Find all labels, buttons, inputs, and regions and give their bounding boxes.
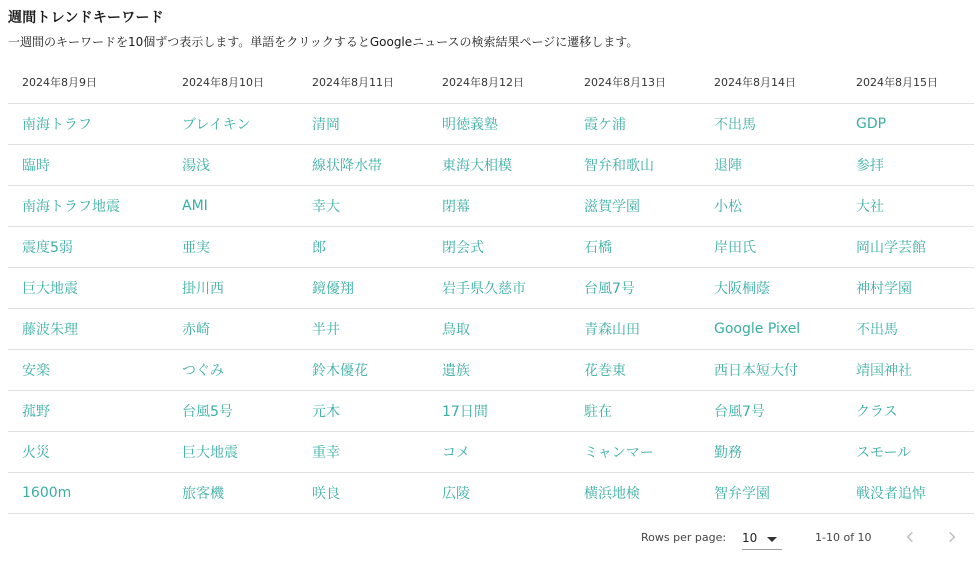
table-row (8, 349, 974, 390)
keyword-link[interactable]: 大阪桐蔭 (714, 280, 770, 297)
keyword-link[interactable]: 1600m (22, 484, 72, 501)
keyword-link[interactable]: 幸大 (312, 198, 340, 215)
table-cell (298, 103, 428, 144)
keyword-link[interactable]: 遺族 (442, 362, 470, 379)
table-cell (570, 390, 700, 431)
table-cell (168, 349, 298, 390)
table-cell (298, 349, 428, 390)
keyword-link[interactable]: 明徳義塾 (442, 116, 498, 133)
column-header-date: 2024年8月15日 (842, 62, 974, 103)
keyword-link[interactable]: 岩手県久慈市 (442, 280, 526, 297)
table-cell (842, 390, 974, 431)
table-cell (8, 308, 168, 349)
table-cell (298, 472, 428, 513)
table-cell (570, 226, 700, 267)
keyword-link[interactable]: 南海トラフ (22, 116, 92, 133)
keyword-link[interactable]: Google Pixel (714, 320, 801, 337)
table-cell (428, 103, 570, 144)
keyword-link[interactable]: 17日間 (442, 403, 488, 420)
table-cell (842, 267, 974, 308)
keyword-link[interactable]: 台風7号 (714, 403, 765, 420)
keyword-link[interactable]: ブレイキン (182, 116, 251, 133)
keyword-link[interactable]: 閉会式 (442, 239, 484, 256)
table-cell (8, 267, 168, 308)
keyword-link[interactable]: 藤波朱理 (22, 321, 78, 338)
table-pagination (0, 524, 980, 552)
column-header-date: 2024年8月13日 (570, 62, 700, 103)
table-cell (570, 267, 700, 308)
keyword-link[interactable]: 巨大地震 (22, 280, 78, 297)
table-cell (842, 226, 974, 267)
keyword-link[interactable]: 戦没者追悼 (856, 485, 926, 502)
keyword-link[interactable]: ミャンマー (584, 444, 654, 461)
table-cell (168, 226, 298, 267)
table-row (8, 390, 974, 431)
table-cell (428, 349, 570, 390)
keyword-link[interactable]: 臨時 (22, 157, 50, 174)
keyword-link[interactable]: 咲良 (312, 485, 340, 502)
previous-page-button[interactable] (899, 526, 921, 548)
keyword-link[interactable]: 掛川西 (182, 280, 224, 297)
table-cell (700, 185, 842, 226)
table-cell (298, 267, 428, 308)
keyword-link[interactable]: 南海トラフ地震 (22, 198, 120, 215)
keyword-link[interactable]: 滋賀学園 (584, 198, 640, 215)
keyword-link[interactable]: 閉幕 (442, 198, 470, 215)
table-cell (570, 431, 700, 472)
keyword-table (8, 62, 974, 514)
table-cell (842, 308, 974, 349)
table-cell (8, 349, 168, 390)
keyword-link[interactable]: 鳥取 (442, 321, 470, 338)
keyword-link[interactable]: 震度5弱 (22, 239, 73, 256)
table-cell (700, 431, 842, 472)
keyword-link[interactable]: 台風5号 (182, 403, 233, 420)
table-cell (700, 349, 842, 390)
table-cell (570, 472, 700, 513)
table-cell (570, 103, 700, 144)
table-cell (842, 431, 974, 472)
rows-per-page-select[interactable] (742, 528, 782, 550)
table-cell (8, 431, 168, 472)
column-header-date: 2024年8月12日 (428, 62, 570, 103)
keyword-link[interactable]: 台風7号 (584, 280, 635, 297)
table-cell (298, 431, 428, 472)
keyword-link[interactable]: 駐在 (584, 403, 612, 420)
table-cell (428, 267, 570, 308)
keyword-link[interactable]: 鈴木優花 (312, 362, 368, 379)
table-cell (168, 103, 298, 144)
page-title: 週間トレンドキーワード (8, 10, 164, 26)
table-cell (700, 472, 842, 513)
keyword-link[interactable]: 重幸 (312, 444, 340, 461)
column-header-date: 2024年8月10日 (168, 62, 298, 103)
keyword-link[interactable]: GDP (856, 115, 887, 132)
table-cell (842, 185, 974, 226)
table-cell (428, 308, 570, 349)
table-body (8, 103, 974, 513)
keyword-link[interactable]: 智弁和歌山 (584, 157, 654, 174)
table-cell (298, 390, 428, 431)
keyword-link[interactable]: スモール (856, 444, 912, 461)
table-cell (700, 308, 842, 349)
table-row (8, 431, 974, 472)
keyword-link[interactable]: 石橋 (584, 239, 612, 256)
table-cell (298, 144, 428, 185)
table-cell (168, 472, 298, 513)
table-cell (168, 185, 298, 226)
table-cell (842, 103, 974, 144)
table-cell (8, 144, 168, 185)
keyword-link[interactable]: AMI (182, 197, 208, 214)
keyword-link[interactable]: 智弁学園 (714, 485, 770, 502)
table-cell (842, 472, 974, 513)
keyword-link[interactable]: 参拝 (856, 157, 884, 174)
keyword-link[interactable]: 火災 (22, 444, 50, 461)
next-page-button[interactable] (941, 526, 963, 548)
table-cell (428, 185, 570, 226)
keyword-link[interactable]: 勤務 (714, 444, 742, 461)
table-cell (428, 431, 570, 472)
chevron-left-icon (899, 526, 921, 548)
table-cell (8, 472, 168, 513)
keyword-link[interactable]: 鏡優翔 (312, 280, 354, 297)
keyword-link[interactable]: 横浜地検 (584, 485, 640, 502)
table-cell (8, 390, 168, 431)
column-header-date: 2024年8月9日 (8, 62, 168, 103)
table-cell (168, 267, 298, 308)
chevron-right-icon (941, 526, 963, 548)
keyword-link[interactable]: 不出馬 (714, 116, 756, 133)
rows-per-page-label: Rows per page: (641, 531, 727, 544)
table-cell (298, 226, 428, 267)
keyword-link[interactable]: 半井 (312, 321, 340, 338)
keyword-link[interactable]: 東海大相模 (442, 157, 512, 174)
keyword-link[interactable]: 岡山学芸館 (856, 239, 926, 256)
keyword-link[interactable]: 小松 (714, 198, 742, 215)
table-cell (842, 144, 974, 185)
table-row (8, 144, 974, 185)
keyword-link[interactable]: 花巻東 (584, 362, 626, 379)
keyword-link[interactable]: 大社 (856, 198, 884, 215)
table-cell (842, 349, 974, 390)
table-cell (570, 308, 700, 349)
keyword-link[interactable]: 霞ケ浦 (584, 116, 626, 133)
column-header-date: 2024年8月11日 (298, 62, 428, 103)
table-cell (700, 144, 842, 185)
keyword-link[interactable]: 安楽 (22, 362, 50, 379)
keyword-link[interactable]: 郎 (312, 239, 326, 256)
table-row (8, 308, 974, 349)
table-cell (8, 185, 168, 226)
page-description: 一週間のキーワードを10個ずつ表示します。単語をクリックするとGoogleニュースの検索結果ページに遷移します。 (8, 35, 639, 49)
table-cell (700, 267, 842, 308)
keyword-link[interactable]: 赤崎 (182, 321, 210, 338)
keyword-link[interactable]: 巨大地震 (182, 444, 238, 461)
keyword-link[interactable]: 神村学園 (856, 280, 912, 297)
table-cell (700, 390, 842, 431)
table-cell (700, 226, 842, 267)
keyword-link[interactable]: 清岡 (312, 116, 340, 133)
table-cell (168, 431, 298, 472)
keyword-link[interactable]: 菰野 (22, 403, 50, 420)
table-cell (8, 226, 168, 267)
keyword-link[interactable]: 靖国神社 (856, 362, 912, 379)
keyword-link[interactable]: 亜実 (182, 239, 210, 256)
keyword-link[interactable]: 岸田氏 (714, 239, 756, 256)
keyword-link[interactable]: 広陵 (442, 485, 470, 502)
keyword-link[interactable]: 西日本短大付 (714, 362, 798, 379)
table-cell (428, 390, 570, 431)
table-cell (168, 308, 298, 349)
column-header-date: 2024年8月14日 (700, 62, 842, 103)
keyword-link[interactable]: コメ (442, 444, 470, 461)
rows-per-page-value: 10 (742, 531, 758, 545)
keyword-link[interactable]: 不出馬 (856, 321, 898, 338)
table-cell (428, 144, 570, 185)
table-cell (570, 185, 700, 226)
dropdown-arrow-icon (767, 537, 777, 542)
keyword-link[interactable]: クラス (856, 403, 898, 420)
table-cell (298, 308, 428, 349)
keyword-link[interactable]: 青森山田 (584, 321, 640, 338)
table-row (8, 185, 974, 226)
table-cell (298, 185, 428, 226)
table-cell (570, 144, 700, 185)
keyword-link[interactable]: 旅客機 (182, 485, 224, 502)
table-row (8, 472, 974, 513)
keyword-link[interactable]: 元木 (312, 403, 340, 420)
table-cell (168, 390, 298, 431)
table-header-row (8, 62, 974, 103)
table-cell (700, 103, 842, 144)
table-cell (428, 226, 570, 267)
table-cell (570, 349, 700, 390)
table-row (8, 103, 974, 144)
keyword-link[interactable]: つぐみ (182, 362, 224, 379)
pagination-range: 1-10 of 10 (815, 531, 872, 544)
table-row (8, 267, 974, 308)
keyword-link[interactable]: 退陣 (714, 157, 742, 174)
table-cell (428, 472, 570, 513)
keyword-link[interactable]: 湯浅 (182, 157, 210, 174)
keyword-link[interactable]: 線状降水帯 (312, 157, 382, 174)
table-row (8, 226, 974, 267)
table-cell (8, 103, 168, 144)
table-cell (168, 144, 298, 185)
